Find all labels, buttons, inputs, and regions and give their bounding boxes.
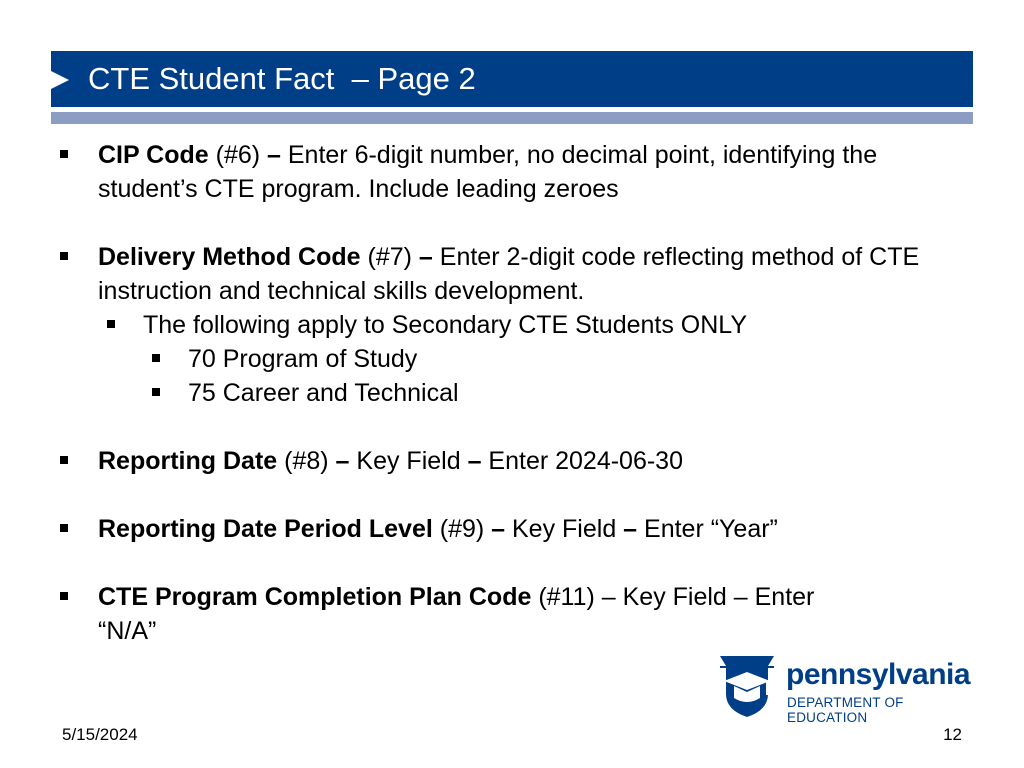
field-label: Delivery Method Code (98, 243, 361, 271)
field-description: Enter “Year” (637, 515, 778, 543)
dash: – (623, 515, 638, 543)
bullet-icon (60, 524, 68, 532)
bullet-icon (107, 320, 115, 328)
field-ref: (#6) (208, 141, 268, 169)
bullet-list (60, 138, 960, 682)
field-ref: (#8) (277, 447, 336, 475)
dash: – (267, 141, 281, 169)
slide-title: CTE Student Fact – Page 2 (88, 61, 476, 96)
sub-item-secondary-note (60, 308, 960, 342)
sub-item-code (60, 376, 960, 410)
bullet-icon (60, 252, 68, 260)
keystone-graduation-cap-icon (716, 654, 778, 718)
logo-name: pennsylvania (786, 658, 971, 691)
accent-bar (51, 112, 973, 124)
field-label: CTE Program Completion Plan Code (98, 583, 532, 611)
field-label: Reporting Date (98, 447, 278, 475)
sub-item-text: The following apply to Secondary CTE Students ONLY (143, 311, 748, 339)
title-bar (51, 51, 973, 107)
list-item-reporting-date (60, 444, 960, 478)
arrow-icon (51, 71, 69, 89)
code-text: 70 Program of Study (188, 345, 418, 373)
bullet-icon (60, 150, 68, 158)
dash: – (335, 447, 350, 475)
dash: – (467, 447, 482, 475)
key-field-text: Key Field (505, 515, 624, 543)
dash: – (491, 515, 506, 543)
code-text: 75 Career and Technical (188, 379, 459, 407)
bullet-icon (60, 456, 68, 464)
dash: – (418, 243, 433, 271)
pa-education-logo (716, 654, 976, 725)
sub-item-code (60, 342, 960, 376)
list-item-delivery-method (60, 240, 960, 410)
bullet-icon (152, 388, 160, 396)
field-description: (#11) – Key Field – Enter “N/A” (98, 583, 815, 645)
list-item-cip-code (60, 138, 960, 206)
field-label: Reporting Date Period Level (98, 515, 433, 543)
field-ref: (#9) (432, 515, 492, 543)
bullet-icon (60, 592, 68, 600)
logo-department: DEPARTMENT OF EDUCATION (787, 695, 904, 725)
field-label: CIP Code (98, 141, 209, 169)
field-description: Enter 2-digit code reflecting method of CTE instruction and technical skills development. (98, 243, 920, 305)
key-field-text: Key Field (349, 447, 468, 475)
list-item-completion-plan (60, 580, 960, 648)
list-item-reporting-period (60, 512, 960, 546)
field-ref: (#7) (360, 243, 419, 271)
field-description: Enter 6-digit number, no decimal point, identifying the student’s CTE program. Include leading zeroes (98, 141, 878, 203)
footer-date: 5/15/2024 (62, 725, 138, 744)
page-number: 12 (943, 725, 962, 744)
field-description: Enter 2024-06-30 (481, 447, 683, 475)
bullet-icon (152, 354, 160, 362)
